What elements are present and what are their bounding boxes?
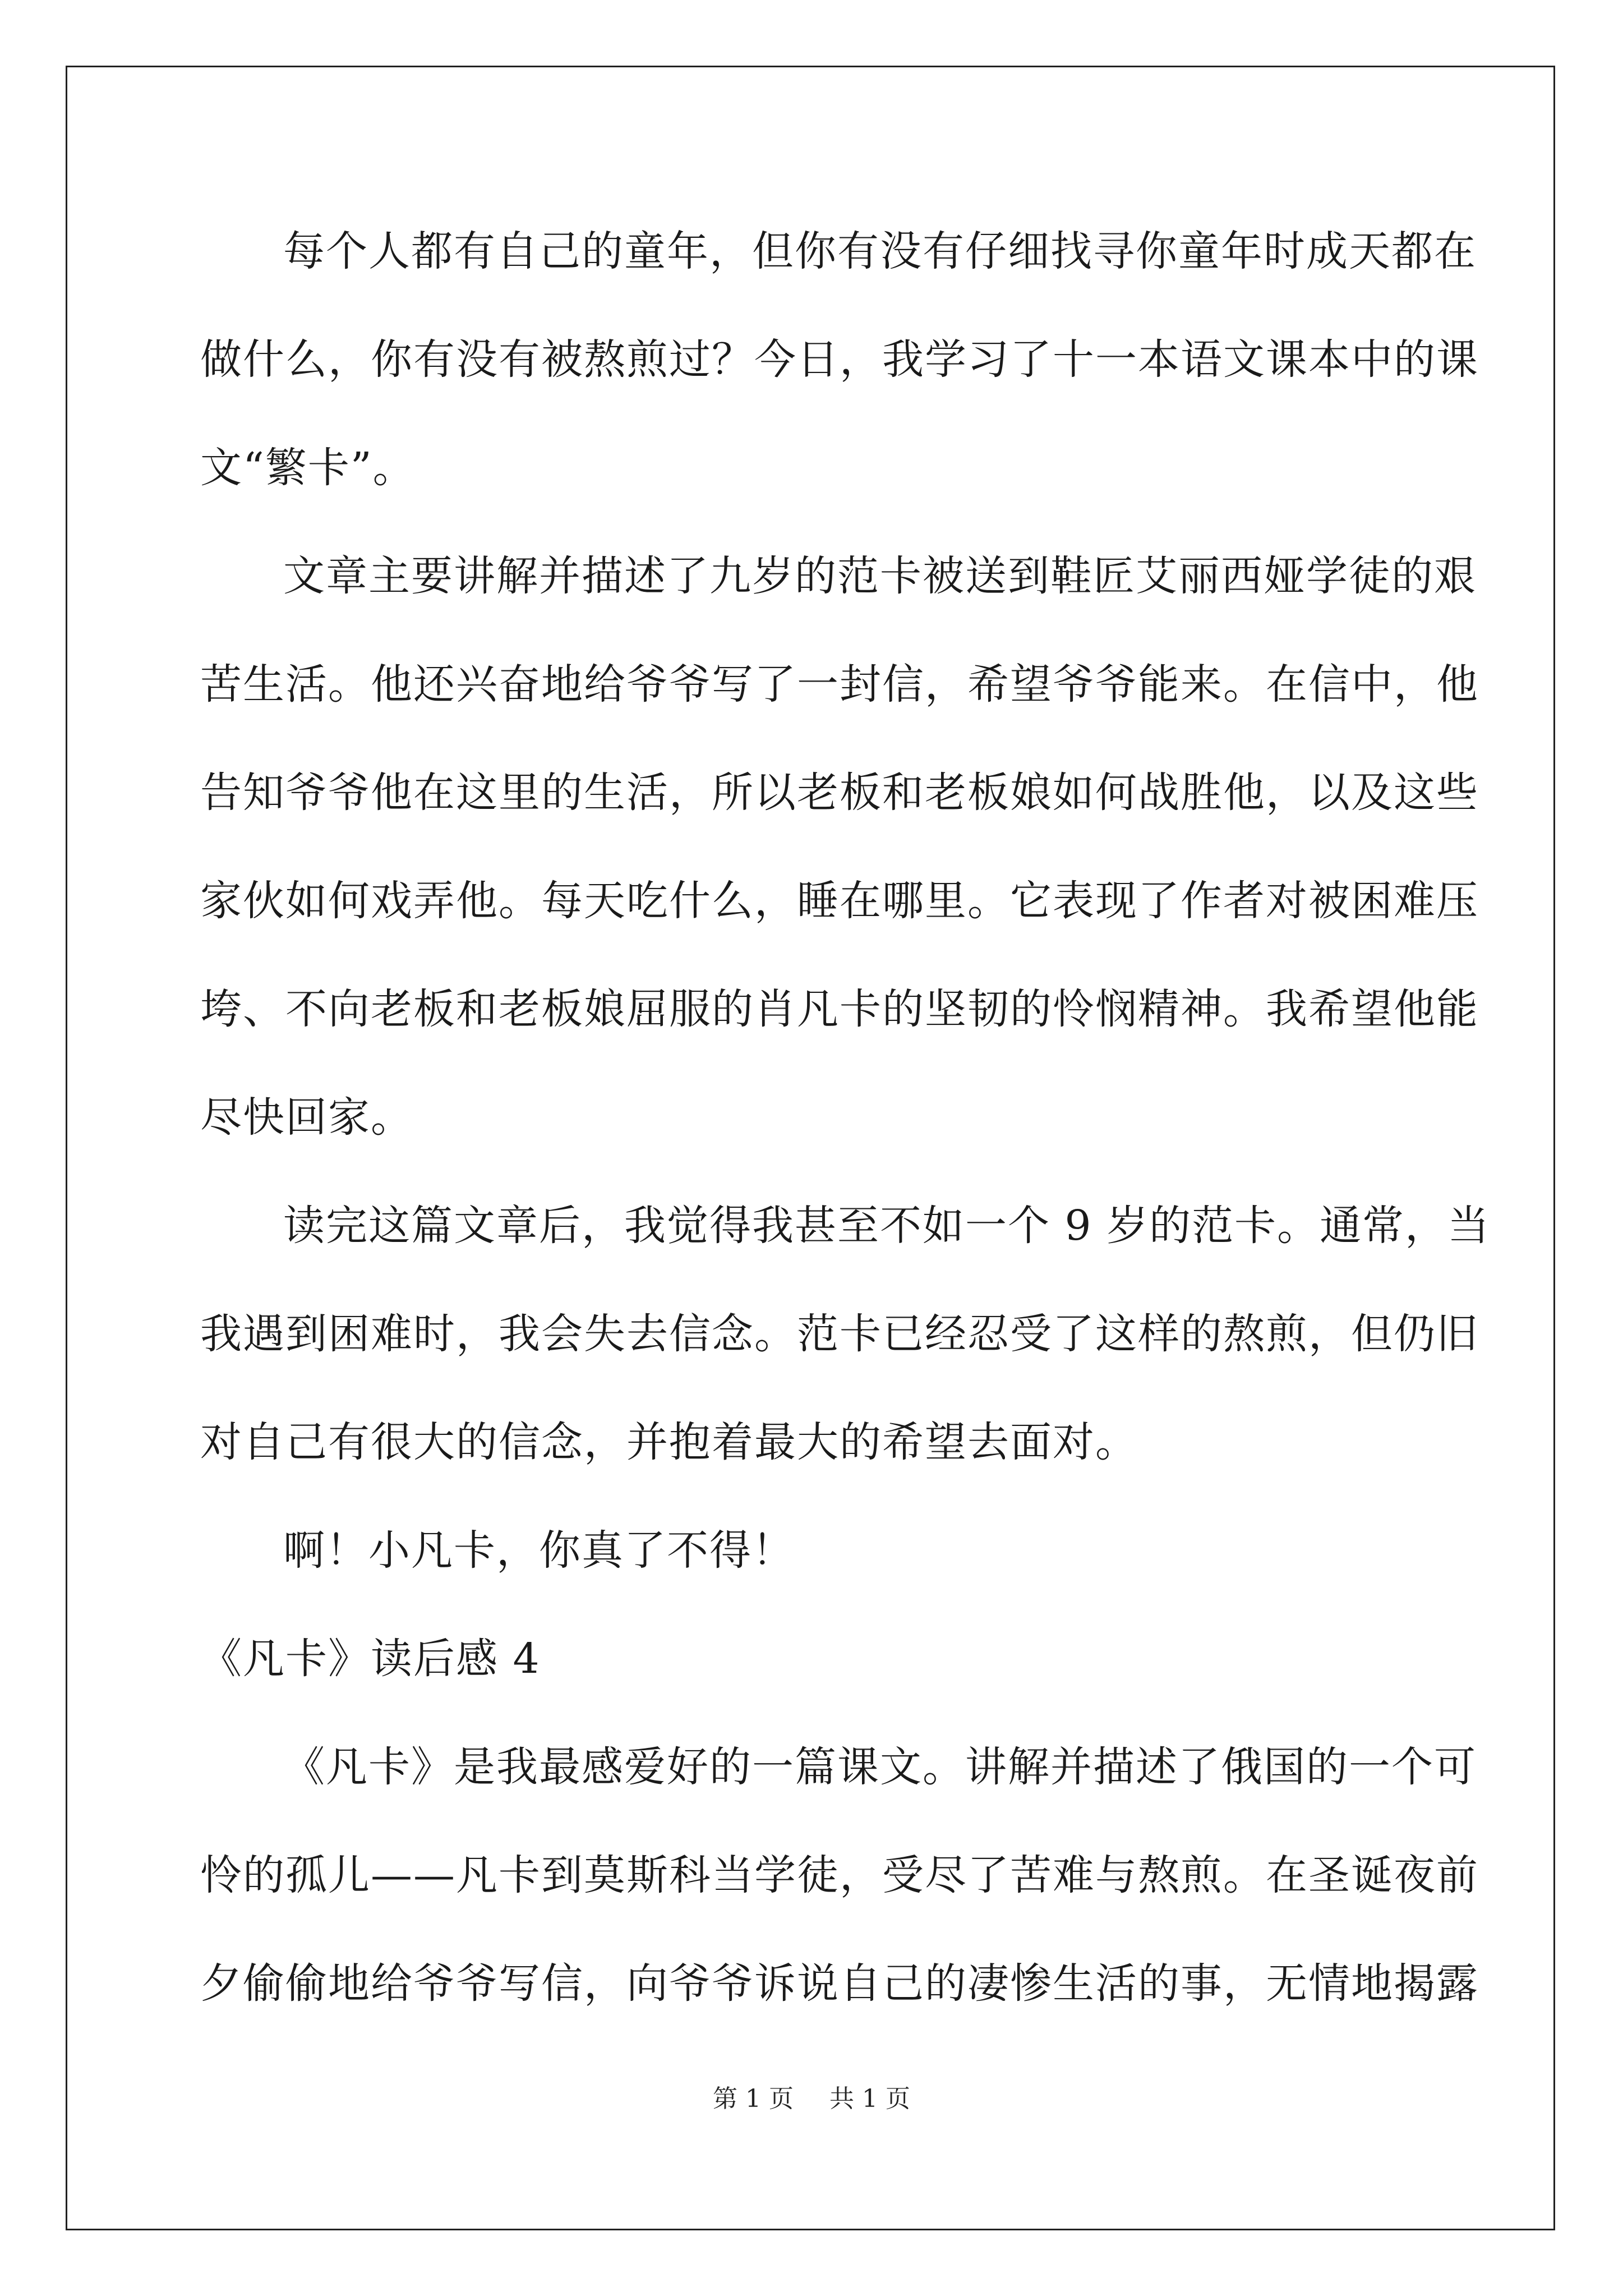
text-line: 读完这篇文章后，我觉得我甚至不如一个 9 岁的范卡。通常，当 xyxy=(283,1202,1491,1250)
text-line: 我遇到困难时，我会失去信念。范卡已经忍受了这样的熬煎，但仍旧 xyxy=(200,1310,1479,1358)
document-body xyxy=(200,220,1491,2060)
page-number-total: 共 1 页 xyxy=(829,2085,910,2113)
text-line: 告知爷爷他在这里的生活，所以老板和老板娘如何战胜他，以及这些 xyxy=(200,769,1479,817)
text-line: 垮、不向老板和老板娘屈服的肖凡卡的坚韧的怜悯精神。我希望他能 xyxy=(200,985,1479,1033)
text-line: 苦生活。他还兴奋地给爷爷写了一封信，希望爷爷能来。在信中，他 xyxy=(200,660,1479,708)
text-line: 怜的孤儿——凡卡到莫斯科当学徒，受尽了苦难与熬煎。在圣诞夜前 xyxy=(200,1851,1479,1899)
text-line: 文章主要讲解并描述了九岁的范卡被送到鞋匠艾丽西娅学徒的艰 xyxy=(283,552,1477,600)
text-line: 对自己有很大的信念，并抱着最大的希望去面对。 xyxy=(200,1418,1138,1466)
page-number-current: 第 1 页 xyxy=(713,2085,794,2113)
text-line: 尽快回家。 xyxy=(200,1093,413,1142)
text-line: 每个人都有自己的童年，但你有没有仔细找寻你童年时成天都在 xyxy=(283,227,1477,275)
text-line: 夕偷偷地给爷爷写信，向爷爷诉说自己的凄惨生活的事，无情地揭露 xyxy=(200,1959,1479,2008)
text-line: 做什么，你有没有被熬煎过？今日，我学习了十一本语文课本中的课 xyxy=(200,335,1479,384)
page-footer xyxy=(0,2082,1623,2116)
section-heading: 《凡卡》读后感 4 xyxy=(200,1635,541,1683)
text-line: 啊！小凡卡，你真了不得！ xyxy=(283,1526,795,1575)
text-line: 家伙如何戏弄他。每天吃什么，睡在哪里。它表现了作者对被困难压 xyxy=(200,877,1479,925)
text-line: 《凡卡》是我最感爱好的一篇课文。讲解并描述了俄国的一个可 xyxy=(283,1743,1477,1791)
text-line: 文“繁卡”。 xyxy=(200,444,416,492)
